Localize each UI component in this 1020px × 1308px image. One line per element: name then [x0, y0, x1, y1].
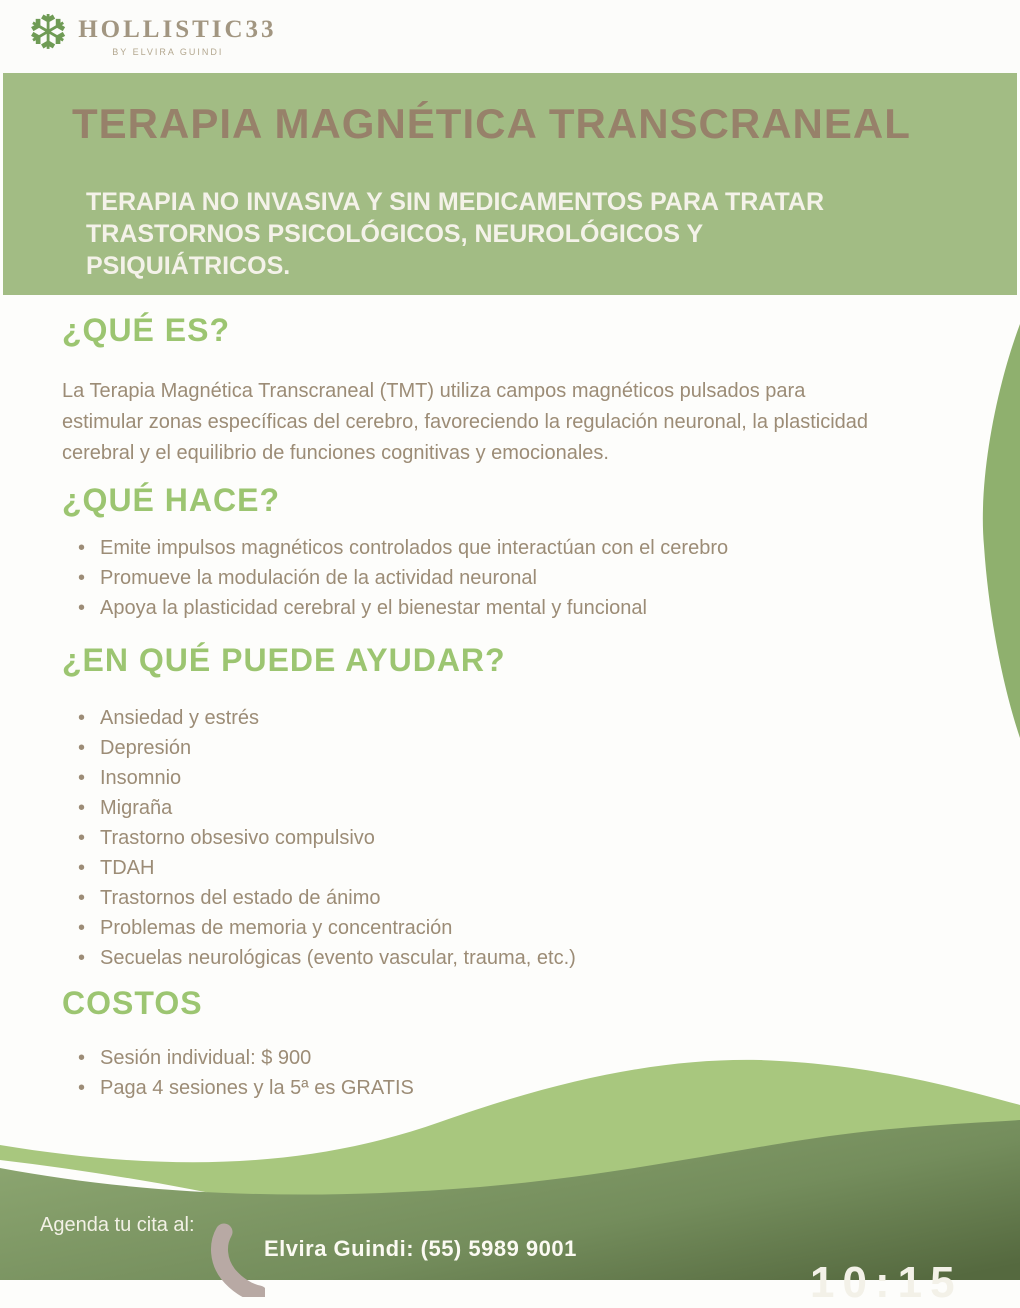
list-item: • Trastornos del estado de ánimo [62, 883, 902, 913]
list-item: • Apoya la plasticidad cerebral y el bienestar mental y funcional [62, 593, 902, 623]
list-item: • Ansiedad y estrés [62, 703, 902, 733]
cta-text: Agenda tu cita al: [40, 1214, 195, 1236]
list-item: • Paga 4 sesiones y la 5ª es GRATIS [62, 1073, 902, 1103]
logo [28, 6, 277, 62]
brand-name: HOLLISTIC33 [78, 16, 277, 43]
que-es-paragraph: La Terapia Magnética Transcraneal (TMT) utiliza campos magnéticos pulsados para estimular zonas específicas del cerebro, favoreciendo la regulación neuronal, la plasticidad cerebral y el equilibrio de funciones cognitivas y emocionales. [62, 380, 869, 464]
list-item: • Problemas de memoria y concentración [62, 913, 902, 943]
phone-icon [203, 1222, 265, 1297]
section-heading-que-es: ¿QUÉ ES? [62, 312, 231, 348]
status-time: 10:15 [810, 1258, 963, 1307]
list-item: • Promueve la modulación de la actividad neuronal [62, 563, 902, 593]
page-title: TERAPIA MAGNÉTICA TRANSCRANEAL [72, 100, 911, 147]
list-item: • Trastorno obsesivo compulsivo [62, 823, 902, 853]
list-item: • Secuelas neurológicas (evento vascular, trauma, etc.) [62, 943, 902, 973]
section-heading-que-hace: ¿QUÉ HACE? [62, 482, 280, 518]
list-item: • TDAH [62, 853, 902, 883]
brand-tagline: BY ELVIRA GUINDI [112, 47, 224, 57]
que-hace-list [62, 533, 902, 623]
page-subtitle: TERAPIA NO INVASIVA Y SIN MEDICAMENTOS PARA TRATAR TRASTORNOS PSICOLÓGICOS, NEUROLÓGICOS Y PSIQUIÁTRICOS. [86, 188, 825, 280]
list-item: • Insomnio [62, 763, 902, 793]
ayudar-list [62, 703, 902, 973]
list-item: • Migraña [62, 793, 902, 823]
list-item: • Sesión individual: $ 900 [62, 1043, 902, 1073]
contact-phone-text: Elvira Guindi: (55) 5989 9001 [264, 1236, 577, 1261]
snowflake-tree-icon: ❆ [28, 7, 69, 60]
list-item: • Emite impulsos magnéticos controlados que interactúan con el cerebro [62, 533, 902, 563]
list-item: • Depresión [62, 733, 902, 763]
section-heading-costos: COSTOS [62, 985, 203, 1021]
leaf-decoration [970, 310, 1020, 745]
section-heading-ayudar: ¿EN QUÉ PUEDE AYUDAR? [62, 642, 506, 678]
top-logo-bar [0, 0, 1020, 73]
